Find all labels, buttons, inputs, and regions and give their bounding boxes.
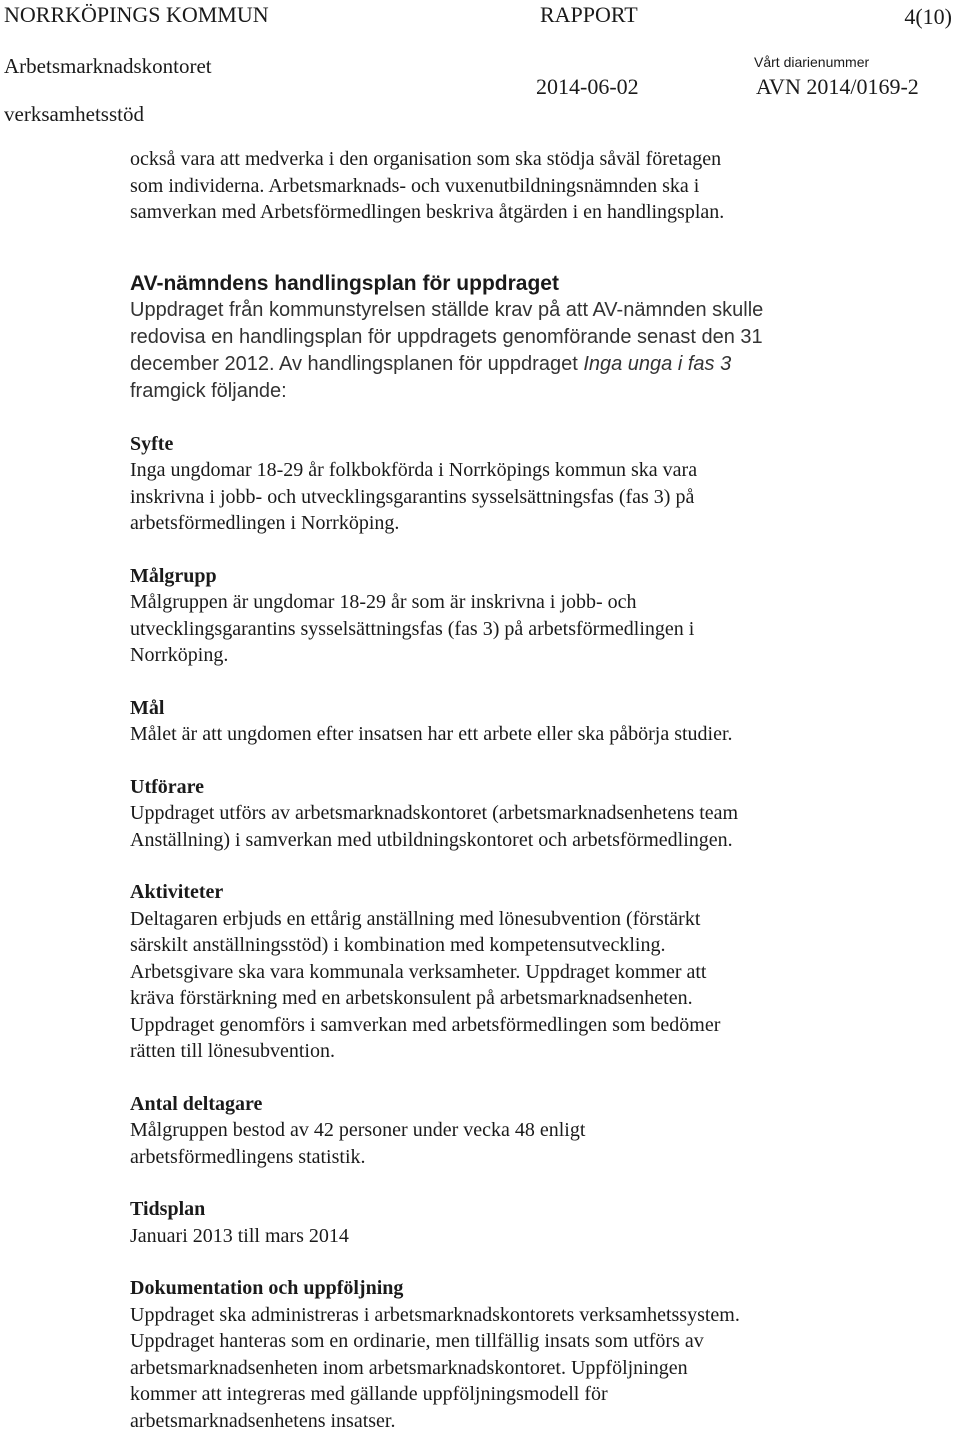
- text-line: arbetsförmedlingens statistik.: [130, 1145, 366, 1168]
- subsection-title: Tidsplan: [130, 1198, 206, 1220]
- organization-name: NORRKÖPINGS KOMMUN: [4, 2, 269, 27]
- section-antal-deltagare: [130, 1091, 930, 1171]
- text-line: Målet är att ungdomen efter insatsen har ett arbete eller ska påbörja studier.: [130, 723, 733, 745]
- text-line: Arbetsgivare ska vara kommunala verksamheter. Uppdraget kommer att: [130, 960, 707, 983]
- section-malgrupp: [130, 563, 930, 669]
- text-line: kräva förstärkning med en arbetskonsulent på arbetsmarknadsenheten.: [130, 987, 693, 1009]
- subsection-title: Utförare: [130, 775, 205, 798]
- section-dokumentation: [130, 1275, 930, 1434]
- section-mal: [130, 695, 930, 748]
- diary-number: AVN 2014/0169-2: [756, 74, 919, 99]
- department-name: Arbetsmarknadskontoret: [4, 54, 212, 78]
- text-line: Uppdraget genomförs i samverkan med arbetsförmedlingen som bedömer: [130, 1013, 721, 1036]
- text-line: Inga ungdomar 18-29 år folkbokförda i Norrköpings kommun ska vara: [130, 459, 698, 481]
- plan-section: [130, 270, 930, 405]
- text-line: arbetsmarknadsenheten inom arbetsmarknadskontoret. Uppföljningen: [130, 1356, 688, 1379]
- text-line: också vara att medverka i den organisation som ska stödja såväl företagen: [130, 148, 722, 170]
- text-line: Januari 2013 till mars 2014: [130, 1224, 349, 1247]
- subsection-title: Aktiviteter: [130, 881, 224, 903]
- subsection-title: Dokumentation och uppföljning: [130, 1277, 404, 1299]
- text-line: arbetsförmedlingen i Norrköping.: [130, 512, 400, 534]
- document-body: [130, 146, 930, 1434]
- report-date: 2014-06-02: [536, 74, 639, 99]
- text-line: redovisa en handlingsplan för uppdragets genomförande senast den 31: [130, 325, 763, 348]
- page-header: [0, 0, 960, 130]
- text-line: Målgruppen bestod av 42 personer under vecka 48 enligt: [130, 1119, 586, 1141]
- subsection-title: Syfte: [130, 432, 174, 455]
- text-line: inskrivna i jobb- och utvecklingsgarantins sysselsättningsfas (fas 3) på: [130, 485, 695, 508]
- text-line: som individerna. Arbetsmarknads- och vuxenutbildningsnämnden ska i: [130, 174, 700, 197]
- text-line: Uppdraget utförs av arbetsmarknadskontoret (arbetsmarknadsenhetens team: [130, 802, 739, 824]
- text-line: arbetsmarknadsenhetens insatser.: [130, 1409, 396, 1432]
- section-heading: AV-nämndens handlingsplan för uppdraget: [130, 271, 559, 295]
- subsection-title: Mål: [130, 696, 165, 719]
- text-line: framgick följande:: [130, 379, 287, 402]
- unit-name: verksamhetsstöd: [4, 102, 144, 126]
- text-line: kommer att integreras med gällande uppföljningsmodell för: [130, 1383, 608, 1405]
- text-line: särskilt anställningsstöd) i kombination med kompetensutveckling.: [130, 934, 666, 956]
- diary-number-label: Vårt diarienummer: [754, 54, 870, 70]
- section-utforare: [130, 774, 930, 854]
- text-line: Uppdraget från kommunstyrelsen ställde krav på att AV-nämnden skulle: [130, 298, 764, 321]
- text-line: Uppdraget hanteras som en ordinarie, men tillfällig insats som utförs av: [130, 1330, 704, 1352]
- text-line: Målgruppen är ungdomar 18-29 år som är inskrivna i jobb- och: [130, 591, 637, 613]
- text-line: Uppdraget ska administreras i arbetsmarknadskontorets verksamhetssystem.: [130, 1303, 740, 1326]
- text-line: Anställning) i samverkan med utbildningskontoret och arbetsförmedlingen.: [130, 828, 733, 851]
- plan-title-italic: Inga unga i fas 3: [583, 352, 732, 375]
- text-line: utvecklingsgarantins sysselsättningsfas (fas 3) på arbetsförmedlingen i: [130, 617, 695, 640]
- text-line: samverkan med Arbetsförmedlingen beskriva åtgärden i en handlingsplan.: [130, 201, 725, 223]
- page-number: 4(10): [904, 4, 952, 29]
- document-type: RAPPORT: [540, 2, 638, 27]
- text-line: Norrköping.: [130, 644, 229, 666]
- subsection-title: Antal deltagare: [130, 1092, 263, 1115]
- intro-paragraph: [130, 146, 930, 226]
- text-line: rätten till lönesubvention.: [130, 1040, 335, 1062]
- text-span: december 2012. Av handlingsplanen för uppdraget: [130, 352, 584, 375]
- section-aktiviteter: [130, 879, 930, 1065]
- text-line: [130, 351, 930, 378]
- text-line: Deltagaren erbjuds en ettårig anställning med lönesubvention (förstärkt: [130, 907, 701, 930]
- subsection-title: Målgrupp: [130, 564, 217, 587]
- section-tidsplan: [130, 1196, 930, 1249]
- section-syfte: [130, 431, 930, 537]
